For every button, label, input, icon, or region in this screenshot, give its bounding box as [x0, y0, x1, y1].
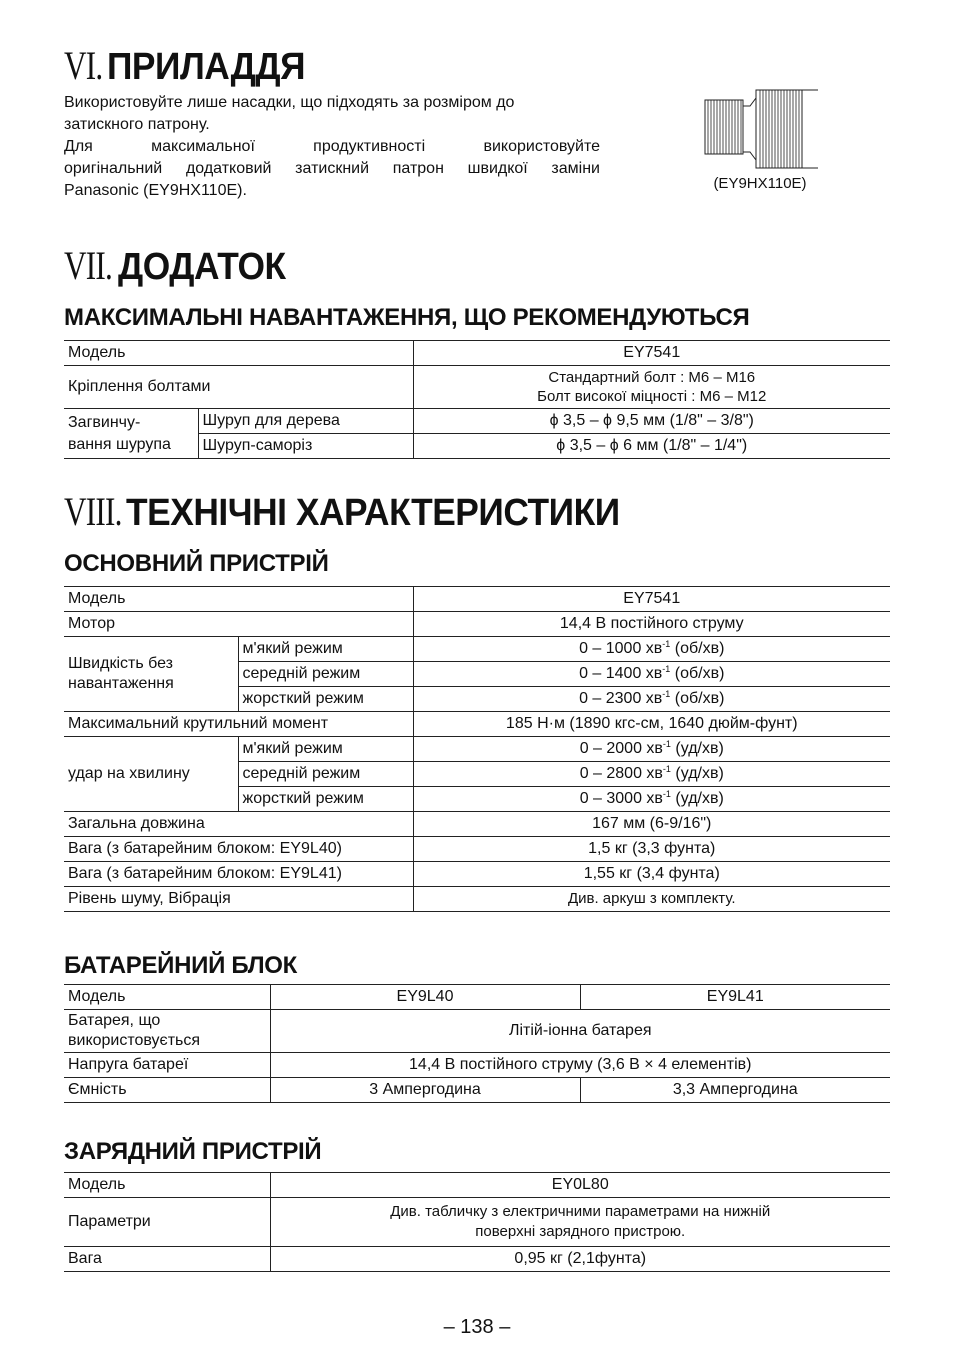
table-cell: Вага (з батарейним блоком: EY9L40) — [64, 837, 413, 862]
table-cell: м'який режим — [238, 737, 413, 762]
table-cell: жорсткий режим — [238, 687, 413, 712]
value-text: 0 – 3000 хв — [579, 790, 663, 807]
section-title: ДОДАТОК — [117, 246, 286, 288]
paragraph-line: оригінальний додатковий затискний патрон швидкої заміни — [64, 160, 600, 177]
table-cell: жорсткий режим — [238, 787, 413, 812]
table-cell: середній режим — [238, 762, 413, 787]
table-cell — [413, 662, 890, 687]
table-cell — [64, 637, 238, 712]
cell-line: поверхні зарядного пристрою. — [475, 1223, 686, 1240]
cell-line: використовується — [68, 1032, 201, 1049]
table-row — [64, 887, 890, 912]
paragraph-line: затискного патрону. — [64, 116, 210, 133]
table-cell: Рівень шуму, Вібрація — [64, 887, 413, 912]
table-cell — [270, 1198, 890, 1247]
table-cell: Модель — [64, 1173, 270, 1198]
cell-line: Швидкість без — [68, 655, 173, 672]
table-row — [64, 637, 890, 662]
table-cell — [413, 637, 890, 662]
value-text: 0 – 1400 хв — [579, 665, 663, 682]
section-numeral: VI. — [64, 43, 103, 88]
section-appendix-heading — [64, 244, 298, 289]
cell-line: вання шурупа — [68, 435, 171, 453]
table-cell: Модель — [64, 985, 270, 1010]
section-title: ПРИЛАДДЯ — [107, 46, 306, 88]
table-cell: EY7541 — [413, 341, 890, 366]
value-text: 0 – 2300 хв — [579, 690, 663, 707]
table-cell: ϕ 3,5 – ϕ 9,5 мм (1/8" – 3/8") — [413, 409, 890, 434]
table-cell: Модель — [64, 587, 413, 612]
table-cell: Напруга батареї — [64, 1053, 270, 1078]
table-cell: 0,95 кг (2,1фунта) — [270, 1247, 890, 1272]
table-cell: Мотор — [64, 612, 413, 637]
page-number: – 138 – — [443, 1316, 511, 1338]
table-cell: Максимальний крутильний момент — [64, 712, 413, 737]
table-row — [64, 712, 890, 737]
section-numeral: VIII. — [64, 489, 122, 534]
charger-table — [64, 1172, 890, 1272]
recommended-loads-table — [64, 340, 890, 459]
table-cell — [64, 409, 198, 459]
battery-subtitle: БАТАРЕЙНИЙ БЛОК — [64, 952, 298, 979]
table-cell: 14,4 В постійного струму (3,6 В × 4 елементів) — [270, 1053, 890, 1078]
value-text: 0 – 2800 хв — [579, 765, 663, 782]
charger-subtitle: ЗАРЯДНИЙ ПРИСТРІЙ — [64, 1138, 322, 1165]
table-cell — [64, 1010, 270, 1053]
table-row — [64, 341, 890, 366]
unit-text: (об/хв) — [674, 690, 725, 707]
table-cell: Вага (з батарейним блоком: EY9L41) — [64, 862, 413, 887]
section-specs-heading — [64, 490, 657, 535]
table-cell — [413, 366, 890, 409]
table-row — [64, 985, 890, 1010]
cell-line: Загвинчу- — [68, 413, 141, 431]
table-row — [64, 1198, 890, 1247]
chuck-illustration — [700, 84, 820, 176]
unit-text: (об/хв) — [674, 665, 725, 682]
table-cell: Ємність — [64, 1078, 270, 1103]
table-cell: м'який режим — [238, 637, 413, 662]
superscript: -1 — [662, 689, 671, 699]
table-cell: Див. аркуш з комплекту. — [413, 887, 890, 912]
cell-line: Батарея, що — [68, 1012, 161, 1029]
unit-text: (уд/хв) — [675, 765, 724, 782]
table-cell: удар на хвилину — [64, 737, 238, 812]
superscript: -1 — [662, 764, 671, 774]
table-row — [64, 862, 890, 887]
value-text: 0 – 1000 хв — [579, 640, 663, 657]
table-cell — [413, 787, 890, 812]
cell-line: Стандартний болт : M6 – M16 — [548, 369, 756, 386]
table-cell: Літій-іонна батарея — [270, 1010, 890, 1053]
main-unit-table — [64, 586, 890, 912]
table-cell: EY0L80 — [270, 1173, 890, 1198]
section-numeral: VII. — [64, 243, 112, 288]
table-cell: Вага — [64, 1247, 270, 1272]
table-cell: Параметри — [64, 1198, 270, 1247]
table-row — [64, 612, 890, 637]
table-row — [64, 366, 890, 409]
unit-text: (об/хв) — [674, 640, 725, 657]
paragraph-line: Використовуйте лише насадки, що підходять за розміром до — [64, 94, 515, 111]
table-row — [64, 1173, 890, 1198]
image-caption: (EY9HX110E) — [713, 175, 807, 192]
table-cell: 185 Н·м (1890 кгс-см, 1640 дюйм-фунт) — [413, 712, 890, 737]
table-cell: Шуруп-саморіз — [198, 434, 413, 459]
table-row — [64, 409, 890, 434]
unit-text: (уд/хв) — [675, 740, 724, 757]
paragraph-line: Для максимальної продуктивності використовуйте — [64, 138, 600, 155]
table-cell: 167 мм (6-9/16") — [413, 812, 890, 837]
unit-text: (уд/хв) — [675, 790, 724, 807]
main-unit-subtitle: ОСНОВНИЙ ПРИСТРІЙ — [64, 550, 329, 577]
value-text: 0 – 2000 хв — [579, 740, 663, 757]
table-cell: Шуруп для дерева — [198, 409, 413, 434]
table-row — [64, 1078, 890, 1103]
table-cell — [413, 687, 890, 712]
paragraph-line: Panasonic (EY9HX110E). — [64, 182, 247, 199]
table-row — [64, 837, 890, 862]
table-row — [64, 1010, 890, 1053]
table-cell: 3,3 Ампергодина — [580, 1078, 890, 1103]
table-cell: EY7541 — [413, 587, 890, 612]
accessories-paragraph — [64, 92, 600, 202]
table-cell: 1,55 кг (3,4 фунта) — [413, 862, 890, 887]
table-cell: EY9L41 — [580, 985, 890, 1010]
table-cell: ϕ 3,5 – ϕ 6 мм (1/8" – 1/4") — [413, 434, 890, 459]
table-cell — [413, 762, 890, 787]
table-cell — [413, 737, 890, 762]
superscript: -1 — [662, 664, 671, 674]
cell-line: навантаження — [68, 675, 174, 692]
superscript: -1 — [662, 639, 671, 649]
table-cell: 3 Ампергодина — [270, 1078, 580, 1103]
cell-line: Болт високої міцності : M6 – M12 — [537, 388, 767, 405]
table-cell: 14,4 В постійного струму — [413, 612, 890, 637]
section-title: ТЕХНІЧНІ ХАРАКТЕРИСТИКИ — [125, 492, 620, 534]
appendix-subtitle: МАКСИМАЛЬНІ НАВАНТАЖЕННЯ, ЩО РЕКОМЕНДУЮТЬСЯ — [64, 304, 750, 331]
table-row — [64, 587, 890, 612]
table-row — [64, 1053, 890, 1078]
table-cell: середній режим — [238, 662, 413, 687]
battery-table — [64, 984, 890, 1103]
section-accessories-heading — [64, 44, 320, 89]
cell-line: Див. табличку з електричними параметрами на нижній — [390, 1203, 771, 1220]
table-row — [64, 812, 890, 837]
table-cell: Загальна довжина — [64, 812, 413, 837]
superscript: -1 — [662, 739, 671, 749]
table-cell: 1,5 кг (3,3 фунта) — [413, 837, 890, 862]
table-cell: Кріплення болтами — [64, 366, 413, 409]
table-cell: EY9L40 — [270, 985, 580, 1010]
table-row — [64, 1247, 890, 1272]
table-cell: Модель — [64, 341, 413, 366]
table-row — [64, 737, 890, 762]
superscript: -1 — [662, 789, 671, 799]
